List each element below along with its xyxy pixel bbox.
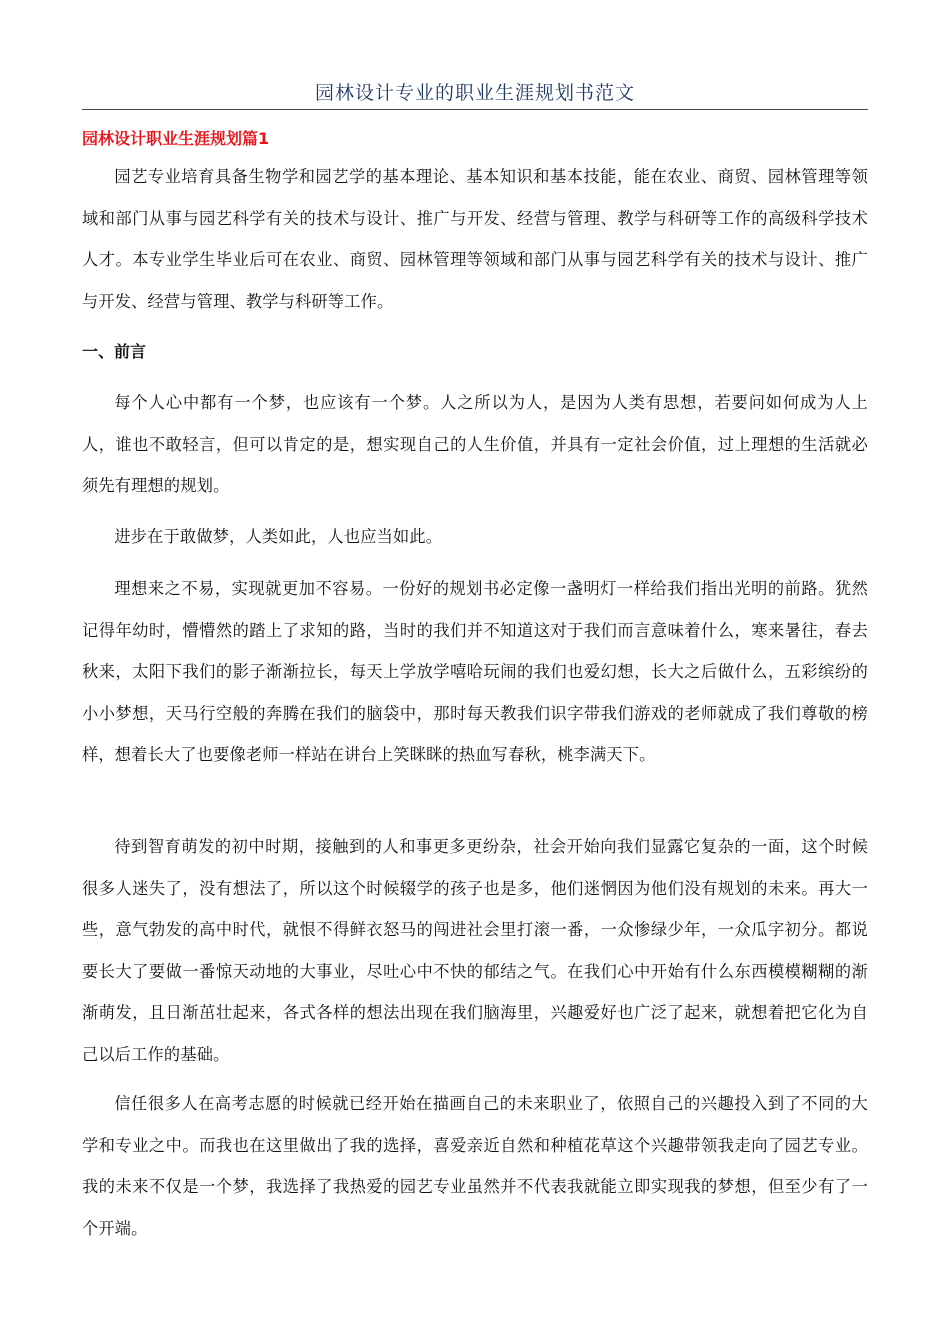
- preface-heading: 一、前言: [82, 342, 147, 361]
- paragraph-5: 信任很多人在高考志愿的时候就已经开始在描画自己的未来职业了，依照自己的兴趣投入到了不同的大学和专业之中。而我也在这里做出了我的选择，喜爱亲近自然和种植花草这个兴趣带领我走向了园艺专业。我的未来不仅是一个梦，我选择了我热爱的园艺专业虽然并不代表我就能立即实现我的梦想，但至少有了一个开端。: [82, 1094, 868, 1238]
- title-underline: [82, 109, 868, 110]
- paragraph-4: 待到智育萌发的初中时期，接触到的人和事更多更纷杂，社会开始向我们显露它复杂的一面，这个时候很多人迷失了，没有想法了，所以这个时候辍学的孩子也是多，他们迷惘因为他们没有规划的未来。再大一些，意气勃发的高中时代，就恨不得鲜衣怒马的闯进社会里打滚一番，一众惨绿少年，一众瓜字初分。都说要长大了要做一番惊天动地的大事业，尽吐心中不快的郁结之气。在我们心中开始有什么东西模模糊糊的渐渐萌发，且日渐茁壮起来，各式各样的想法出现在我们脑海里，兴趣爱好也广泛了起来，就想着把它化为自己以后工作的基础。: [82, 837, 868, 1064]
- paragraph-2: 进步在于敢做梦，人类如此，人也应当如此。: [114, 527, 443, 546]
- intro-paragraph: 园艺专业培育具备生物学和园艺学的基本理论、基本知识和基本技能，能在农业、商贸、园林管理等领域和部门从事与园艺科学有关的技术与设计、推广与开发、经营与管理、教学与科研等工作的高级科学技术人才。本专业学生毕业后可在农业、商贸、园林管理等领域和部门从事与园艺科学有关的技术与设计、推广与开发、经营与管理、教学与科研等工作。: [82, 167, 868, 311]
- paragraph-3: 理想来之不易，实现就更加不容易。一份好的规划书必定像一盏明灯一样给我们指出光明的前路。犹然记得年幼时，懵懵然的踏上了求知的路，当时的我们并不知道这对于我们而言意味着什么，寒来暑往，春去秋来，太阳下我们的影子渐渐拉长，每天上学放学嘻哈玩闹的我们也爱幻想，长大之后做什么，五彩缤纷的小小梦想，天马行空般的奔腾在我们的脑袋中，那时每天教我们识字带我们游戏的老师就成了我们尊敬的榜样，想着长大了也要像老师一样站在讲台上笑眯眯的热血写春秋，桃李满天下。: [82, 579, 868, 764]
- document-title: 园林设计专业的职业生涯规划书范文: [314, 82, 635, 104]
- paragraph-1: 每个人心中都有一个梦，也应该有一个梦。人之所以为人，是因为人类有思想，若要问如何成为人上人，谁也不敢轻言，但可以肯定的是，想实现自己的人生价值，并具有一定社会价值，过上理想的生活就必须先有理想的规划。: [82, 393, 868, 495]
- section-heading-plan-1: 园林设计职业生涯规划篇1: [82, 129, 270, 148]
